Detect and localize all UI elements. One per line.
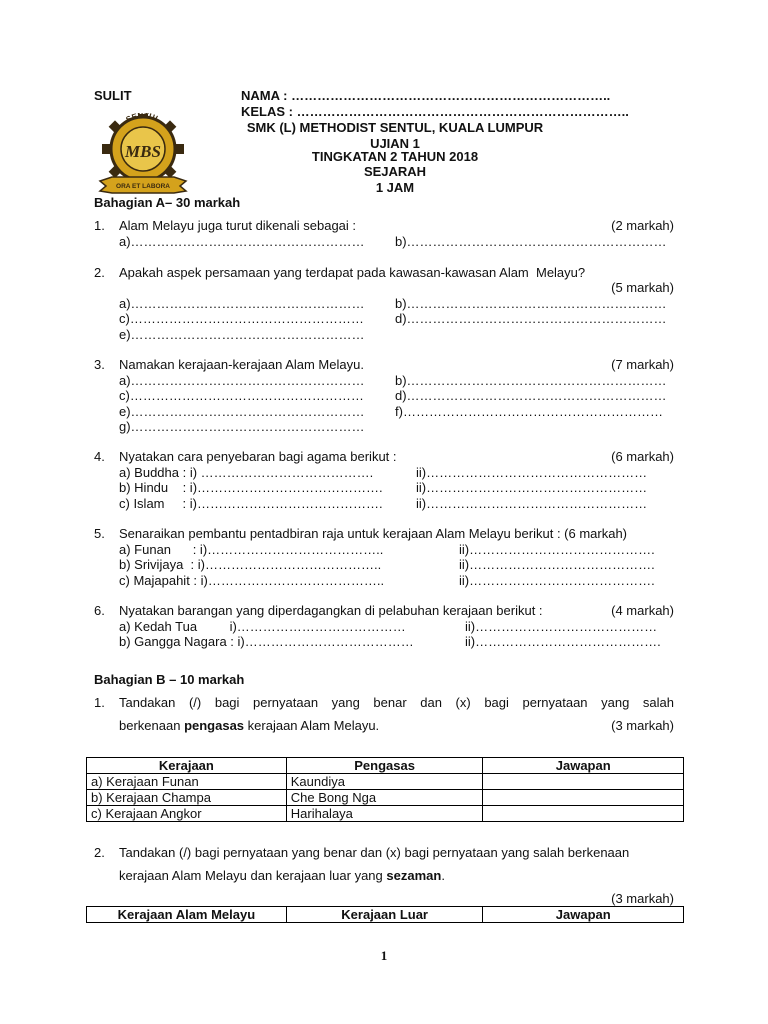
q4-number: 4. (94, 449, 105, 464)
section-b-title: Bahagian B – 10 markah (94, 672, 245, 687)
table-header-row (87, 907, 684, 923)
table-header-kerajaan-alam-melayu: Kerajaan Alam Melayu (87, 907, 287, 923)
q5-row-funan-ii[interactable]: ii)……………………………………. (459, 542, 655, 557)
table-cell-kerajaan: a) Kerajaan Funan (87, 774, 287, 790)
q6-text: Nyatakan barangan yang diperdagangkan di pelabuhan kerajaan berikut : (119, 603, 543, 618)
school-crest-logo (94, 113, 192, 195)
school-name: SMK (L) METHODIST SENTUL, KUALA LUMPUR (246, 120, 544, 135)
q5-text: Senaraikan pembantu pentadbiran raja untuk kerajaan Alam Melayu berikut : (6 markah) (119, 526, 628, 541)
q4-row-hindu-ii[interactable]: ii)…………………………………………… (416, 480, 648, 495)
q1-answer-b[interactable]: b)…………………………………………………… (395, 234, 667, 249)
crest-emblem-icon (94, 113, 192, 195)
table-cell-kerajaan: b) Kerajaan Champa (87, 790, 287, 806)
b-q1-line2-pre: berkenaan (119, 718, 185, 733)
q3-marks: (7 markah) (611, 357, 674, 372)
table-cell-jawapan[interactable] (483, 774, 684, 790)
table-header-jawapan: Jawapan (483, 758, 684, 774)
b-q1-table (86, 757, 684, 822)
q4-row-islam-ii[interactable]: ii)…………………………………………… (416, 496, 648, 511)
table-header-kerajaan-luar: Kerajaan Luar (286, 907, 483, 923)
table-row (87, 790, 684, 806)
q6-row-gangga-nagara[interactable]: b) Gangga Nagara : i)………………………………… (119, 634, 414, 649)
table-cell-kerajaan: c) Kerajaan Angkor (87, 806, 287, 822)
q5-row-funan[interactable]: a) Funan : i)………………………………….. (119, 542, 384, 557)
b-q1-line1: Tandakan (/) bagi pernyataan yang benar dan (x) bagi pernyataan yang salah (119, 695, 674, 710)
section-a-title: Bahagian A– 30 markah (94, 195, 241, 210)
q4-marks: (6 markah) (611, 449, 674, 464)
q4-text: Nyatakan cara penyebaran bagi agama berikut : (119, 449, 397, 464)
subject-title: SEJARAH (363, 164, 427, 179)
q3-answer-b[interactable]: b)…………………………………………………… (395, 373, 667, 388)
q4-row-hindu[interactable]: b) Hindu : i)……………………………………. (119, 480, 383, 495)
table-cell-jawapan[interactable] (483, 790, 684, 806)
q1-number: 1. (94, 218, 105, 233)
q3-answer-a[interactable]: a)……………………………………………… (119, 373, 365, 388)
q3-answer-c[interactable]: c)……………………………………………… (119, 388, 364, 403)
q3-answer-e[interactable]: e)……………………………………………… (119, 404, 365, 419)
q6-row-kedah-tua[interactable]: a) Kedah Tua i)………………………………… (119, 619, 406, 634)
q6-row-gangga-nagara-ii[interactable]: ii)……………………………………. (465, 634, 661, 649)
kelas-field[interactable]: KELAS : ………………………………………………………………….. (241, 104, 629, 119)
q5-row-majapahit[interactable]: c) Majapahit : i)………………………………….. (119, 573, 385, 588)
q1-marks: (2 markah) (611, 218, 674, 233)
b-q2-line2 (119, 868, 445, 883)
q2-answer-a[interactable]: a)……………………………………………… (119, 296, 365, 311)
crest-ribbon-text: ORA ET LABORA (116, 183, 170, 190)
exam-title: UJIAN 1 (370, 136, 420, 151)
q3-answer-d[interactable]: d)…………………………………………………… (395, 388, 667, 403)
q5-number: 5. (94, 526, 105, 541)
b-q1-marks: (3 markah) (611, 718, 674, 733)
b-q2-number: 2. (94, 845, 105, 860)
q3-text: Namakan kerajaan-kerajaan Alam Melayu. (119, 357, 364, 372)
q3-answer-g[interactable]: g)……………………………………………… (119, 419, 365, 434)
table-cell-pengasas: Kaundiya (286, 774, 483, 790)
table-header-pengasas: Pengasas (286, 758, 483, 774)
q2-text: Apakah aspek persamaan yang terdapat pada kawasan-kawasan Alam Melayu? (119, 265, 586, 280)
q4-row-islam[interactable]: c) Islam : i)……………………………………. (119, 496, 383, 511)
crest-top-text: SENTUL (124, 113, 162, 125)
table-cell-pengasas: Harihalaya (286, 806, 483, 822)
q5-row-srivijaya-ii[interactable]: ii)……………………………………. (459, 557, 655, 572)
page-number: 1 (380, 948, 388, 963)
b-q2-marks: (3 markah) (611, 891, 674, 906)
b-q2-line1: Tandakan (/) bagi pernyataan yang benar dan (x) bagi pernyataan yang salah berkenaan (119, 845, 630, 860)
q2-answer-d[interactable]: d)…………………………………………………… (395, 311, 667, 326)
q2-answer-c[interactable]: c)……………………………………………… (119, 311, 364, 326)
q2-number: 2. (94, 265, 105, 280)
q2-marks: (5 markah) (611, 280, 674, 295)
crest-monogram: MBS (125, 142, 161, 161)
q6-row-kedah-tua-ii[interactable]: ii)…………………………………… (465, 619, 658, 634)
q1-text: Alam Melayu juga turut dikenali sebagai : (119, 218, 357, 233)
b-q1-number: 1. (94, 695, 105, 710)
table-header-kerajaan: Kerajaan (87, 758, 287, 774)
q6-marks: (4 markah) (611, 603, 674, 618)
duration-title: 1 JAM (375, 180, 415, 195)
q3-answer-f[interactable]: f)…………………………………………………… (395, 404, 663, 419)
q2-answer-e[interactable]: e)……………………………………………… (119, 327, 365, 342)
level-title: TINGKATAN 2 TAHUN 2018 (311, 149, 479, 164)
table-header-jawapan: Jawapan (483, 907, 684, 923)
nama-field[interactable]: NAMA : ……………………………………………………………….. (241, 88, 611, 103)
table-row (87, 806, 684, 822)
q2-answer-b[interactable]: b)…………………………………………………… (395, 296, 667, 311)
table-header-row (87, 758, 684, 774)
table-cell-jawapan[interactable] (483, 806, 684, 822)
b-q1-keyword: pengasas (184, 718, 245, 733)
b-q2-table (86, 906, 684, 923)
q4-row-buddha[interactable]: a) Buddha : i) …………………………………. (119, 465, 374, 480)
q3-number: 3. (94, 357, 105, 372)
sulit-label: SULIT (94, 88, 132, 103)
q6-number: 6. (94, 603, 105, 618)
q4-row-buddha-ii[interactable]: ii)…………………………………………… (416, 465, 648, 480)
b-q2-line2-pre: kerajaan Alam Melayu dan kerajaan luar yang (119, 868, 387, 883)
q5-row-majapahit-ii[interactable]: ii)……………………………………. (459, 573, 655, 588)
table-cell-pengasas: Che Bong Nga (286, 790, 483, 806)
q5-row-srivijaya[interactable]: b) Srivijaya : i)………………………………….. (119, 557, 382, 572)
b-q1-line2-post: kerajaan Alam Melayu. (244, 718, 380, 733)
b-q2-line2-post: . (441, 868, 445, 883)
b-q1-line2 (119, 718, 379, 733)
table-row (87, 774, 684, 790)
b-q2-keyword: sezaman (386, 868, 442, 883)
q1-answer-a[interactable]: a)……………………………………………… (119, 234, 365, 249)
